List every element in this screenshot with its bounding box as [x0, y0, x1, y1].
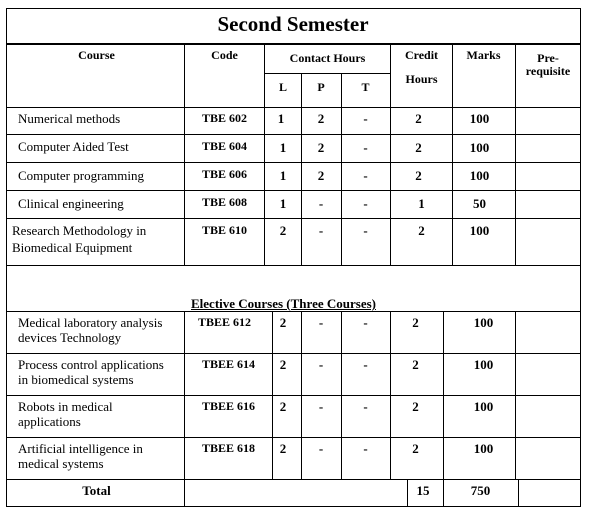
rule-right — [580, 8, 581, 507]
rule-col-l-a — [301, 73, 302, 266]
rule-elective-2 — [6, 395, 580, 396]
core-marks-4: 50 — [473, 196, 486, 211]
rule-col-t-a — [390, 44, 391, 266]
elective-l-2: 2 — [279, 357, 287, 372]
core-p-2: 2 — [317, 140, 325, 155]
elective-code-2: TBEE 614 — [201, 357, 255, 371]
rule-total-credit-left — [407, 479, 408, 507]
header-p: P — [317, 80, 325, 94]
header-credit-line2: Hours — [405, 72, 438, 86]
elective-course-2-line2: in biomedical systems — [18, 372, 134, 387]
rule-col-marks-a — [515, 44, 516, 266]
core-marks-1: 100 — [469, 111, 490, 126]
rule-row-4 — [6, 218, 580, 219]
elective-marks-4: 100 — [473, 441, 494, 456]
rule-col-marks-b — [515, 311, 516, 480]
rule-top — [6, 8, 580, 9]
rule-total-marks-right — [518, 479, 519, 507]
elective-section-title: Elective Courses (Three Courses) — [191, 296, 376, 311]
elective-course-3-line1: Robots in medical — [18, 399, 113, 414]
elective-marks-1: 100 — [473, 315, 494, 330]
core-p-3: 2 — [317, 168, 325, 183]
rule-row-2 — [6, 162, 580, 163]
core-course-4: Clinical engineering — [18, 196, 124, 211]
elective-t-2: - — [363, 357, 368, 372]
elective-l-1: 2 — [279, 315, 287, 330]
header-credit-line1: Credit — [404, 48, 439, 62]
elective-code-4: TBEE 618 — [201, 441, 255, 455]
core-marks-2: 100 — [469, 140, 490, 155]
elective-t-1: - — [363, 315, 368, 330]
core-course-5-line2: Biomedical Equipment — [12, 240, 133, 255]
header-marks: Marks — [466, 48, 501, 62]
elective-course-2-line1: Process control applications — [18, 357, 164, 372]
elective-marks-2: 100 — [473, 357, 494, 372]
rule-elective-3 — [6, 437, 580, 438]
core-l-4: 1 — [279, 196, 287, 211]
rule-col-p-a — [341, 73, 342, 266]
core-marks-5: 100 — [469, 223, 490, 238]
elective-t-3: - — [363, 399, 368, 414]
core-p-1: 2 — [317, 111, 325, 126]
core-course-3: Computer programming — [18, 168, 145, 183]
core-code-2: TBE 604 — [201, 139, 247, 153]
rule-bottom — [6, 506, 580, 507]
core-p-5: - — [318, 223, 324, 238]
rule-contact-sub — [264, 73, 391, 74]
elective-credit-1: 2 — [412, 315, 419, 330]
elective-l-3: 2 — [279, 399, 287, 414]
rule-col-p-b — [341, 311, 342, 480]
rule-left — [6, 8, 7, 507]
core-l-1: 1 — [277, 111, 285, 126]
elective-course-1-line1: Medical laboratory analysis — [18, 315, 163, 330]
elective-marks-3: 100 — [473, 399, 494, 414]
elective-l-4: 2 — [279, 441, 287, 456]
header-prereq-line1: Pre- — [537, 51, 559, 65]
rule-elective-4 — [6, 479, 580, 480]
elective-t-4: - — [363, 441, 368, 456]
core-t-3: - — [363, 168, 368, 183]
elective-credit-4: 2 — [412, 441, 419, 456]
core-credit-1: 2 — [415, 111, 422, 126]
rule-row-3 — [6, 190, 580, 191]
header-prereq-line2: requisite — [525, 64, 571, 78]
core-t-2: - — [363, 140, 368, 155]
elective-code-1: TBEE 612 — [197, 315, 251, 329]
core-credit-5: 2 — [418, 223, 425, 238]
rule-col-code-b — [272, 311, 273, 480]
elective-code-3: TBEE 616 — [201, 399, 255, 413]
rule-col-credit-a — [452, 44, 453, 266]
elective-course-4-line2: medical systems — [18, 456, 104, 471]
elective-credit-2: 2 — [412, 357, 419, 372]
elective-credit-3: 2 — [412, 399, 419, 414]
core-course-5-line1: Research Methodology in — [12, 223, 147, 238]
elective-p-1: - — [318, 315, 324, 330]
rule-title-bottom — [6, 43, 580, 45]
core-l-3: 1 — [279, 168, 287, 183]
core-code-1: TBE 602 — [201, 111, 247, 125]
elective-course-4-line1: Artificial intelligence in — [18, 441, 143, 456]
core-code-5: TBE 610 — [201, 223, 247, 237]
core-t-5: - — [363, 223, 368, 238]
total-label: Total — [82, 483, 111, 498]
core-l-2: 1 — [279, 140, 287, 155]
rule-elective-title-bottom — [6, 311, 580, 312]
header-contact-hours: Contact Hours — [289, 51, 366, 65]
rule-col-l-b — [301, 311, 302, 480]
page-title: Second Semester — [217, 12, 369, 36]
rule-header-bottom — [6, 107, 580, 108]
core-course-1: Numerical methods — [18, 111, 121, 126]
elective-p-4: - — [318, 441, 324, 456]
core-credit-2: 2 — [415, 140, 422, 155]
rule-col-code-a — [264, 44, 265, 266]
elective-p-3: - — [318, 399, 324, 414]
core-t-1: - — [363, 111, 368, 126]
core-t-4: - — [363, 196, 368, 211]
rule-row-1 — [6, 134, 580, 135]
rule-col-credit-b — [443, 311, 444, 507]
rule-col-course-b — [184, 311, 185, 507]
rule-col-course-a — [184, 44, 185, 266]
header-t: T — [361, 80, 370, 94]
elective-course-1-line2: devices Technology — [18, 330, 122, 345]
elective-p-2: - — [318, 357, 324, 372]
core-code-3: TBE 606 — [201, 167, 247, 181]
total-marks: 750 — [470, 483, 491, 498]
header-l: L — [278, 80, 287, 94]
core-marks-3: 100 — [469, 168, 490, 183]
core-p-4: - — [318, 196, 324, 211]
core-code-4: TBE 608 — [201, 195, 247, 209]
header-course: Course — [78, 48, 115, 62]
total-credit: 15 — [416, 483, 430, 498]
elective-course-3-line2: applications — [18, 414, 81, 429]
rule-col-t-b — [390, 311, 391, 480]
header-code: Code — [211, 48, 238, 62]
rule-row-5 — [6, 265, 580, 266]
core-l-5: 2 — [279, 223, 287, 238]
core-credit-3: 2 — [415, 168, 422, 183]
rule-elective-1 — [6, 353, 580, 354]
core-credit-4: 1 — [418, 196, 425, 211]
core-course-2: Computer Aided Test — [18, 139, 129, 154]
